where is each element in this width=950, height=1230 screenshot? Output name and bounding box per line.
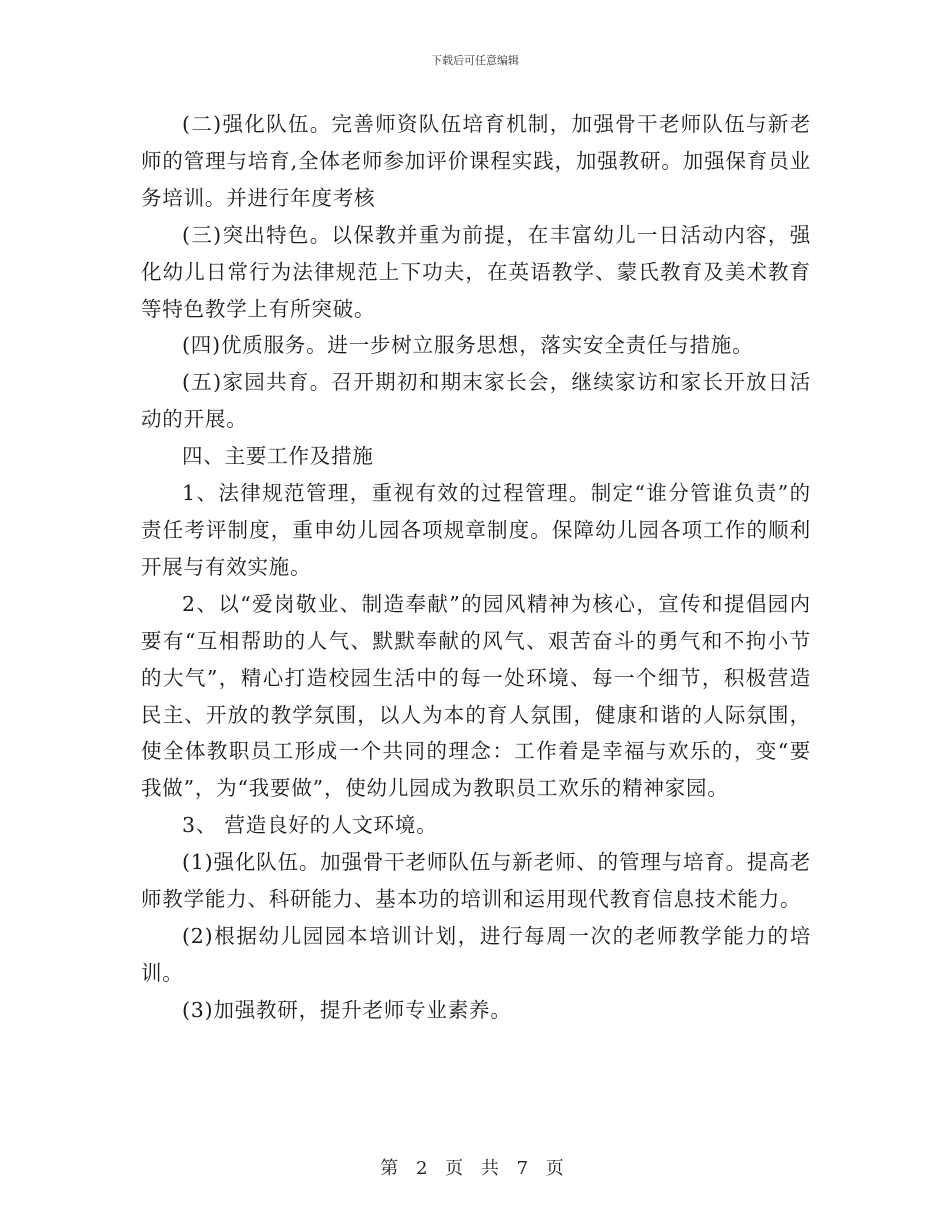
paragraph-sub-item-1: (1)强化队伍。加强骨干老师队伍与新老师、的管理与培育。提高老师教学能力、科研能力、基本功的培训和运用现代教育信息技术能力。 — [141, 850, 811, 912]
paragraph-item-3: 3、 营造良好的人文环境。 — [182, 813, 438, 838]
paragraph-sub-item-3: (3)加强教研，提升老师专业素养。 — [182, 997, 512, 1022]
paragraph-sub-item-2: (2)根据幼儿园园本培训计划，进行每周一次的老师教学能力的培训。 — [141, 923, 811, 985]
document-body — [141, 106, 811, 1029]
page-number: 第 2 页 共 7 页 — [380, 1158, 570, 1179]
paragraph-strengthen-team: (二)强化队伍。完善师资队伍培育机制，加强骨干老师队伍与新老师的管理与培育,全体老师参加评价课程实践，加强教研。加强保育员业务培训。并进行年度考核 — [141, 112, 811, 210]
paragraph-item-2: 2、以“爱岗敬业、制造奉献”的园风精神为核心，宣传和提倡园内要有“互相帮助的人气、默默奉献的风气、艰苦奋斗的勇气和不拘小节的大气”，精心打造校园生活中的每一处环境、每一个细节，积极营造民主、开放的教学氛围，以人为本的育人氛围，健康和谐的人际氛围，使全体教职员工形成一个共同的理念：工作着是幸福与欢乐的，变“要我做”，为“我要做”，使幼儿园成为教职员工欢乐的精神家园。 — [141, 591, 811, 801]
section-heading-main-work: 四、主要工作及措施 — [182, 444, 374, 469]
paragraph-quality-service: (四)优质服务。进一步树立服务思想，落实安全责任与措施。 — [182, 333, 754, 358]
page-header-note: 下载后可任意编辑 — [431, 54, 519, 67]
paragraph-home-school: (五)家园共育。召开期初和期末家长会，继续家访和家长开放日活动的开展。 — [141, 370, 811, 432]
paragraph-highlight-features: (三)突出特色。以保教并重为前提，在丰富幼儿一日活动内容，强化幼儿日常行为法律规范上下功夫，在英语教学、蒙氏教育及美术教育等特色教学上有所突破。 — [141, 222, 811, 321]
paragraph-item-1: 1、法律规范管理，重视有效的过程管理。制定“谁分管谁负责”的责任考评制度，重申幼儿园各项规章制度。保障幼儿园各项工作的顺利开展与有效实施。 — [141, 481, 811, 579]
